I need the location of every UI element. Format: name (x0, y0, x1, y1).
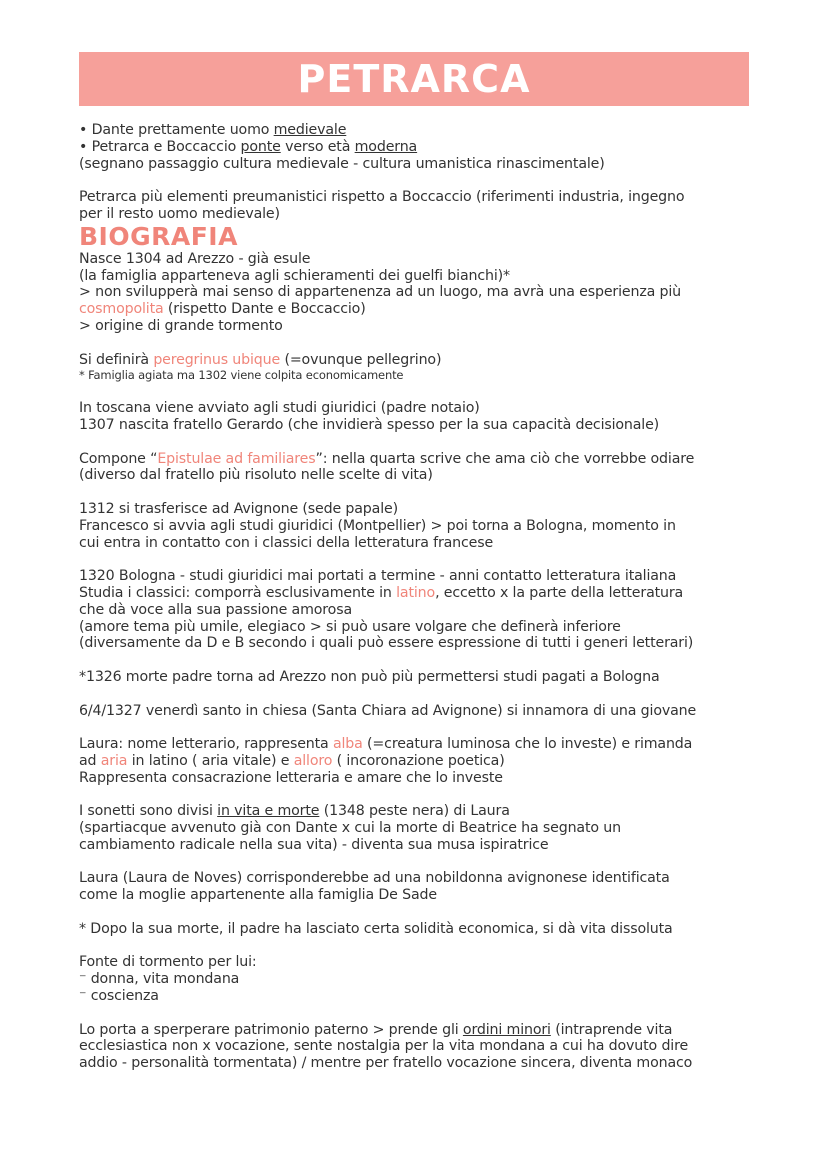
text: (rispetto Dante e Boccaccio) (163, 301, 366, 318)
page-title: PETRARCA (297, 57, 531, 101)
text: (=ovunque pellegrino) (280, 351, 442, 368)
bio-line (79, 736, 759, 753)
list-item: ⁻ coscienza (79, 988, 159, 1005)
bio-line: addio - personalità tormentata) / mentre per fratello vocazione sincera, diventa monaco (79, 1055, 693, 1072)
bio-line: che dà voce alla sua passione amorosa (79, 601, 352, 618)
bio-line: 1320 Bologna - studi giuridici mai portati a termine - anni contatto letteratura italiana (79, 568, 677, 585)
text: , eccetto x la parte della letteratura (435, 584, 684, 601)
intro-bullet-petrarca (79, 139, 759, 156)
bio-line: *1326 morte padre torna ad Arezzo non può più permettersi studi pagati a Bologna (79, 668, 660, 685)
bio-line: Francesco si avvia agli studi giuridici (Montpellier) > poi torna a Bologna, momento in (79, 517, 676, 534)
highlight-text: aria (100, 752, 128, 769)
intro-paragraph-line: per il resto uomo medievale) (79, 205, 280, 222)
bio-line: > origine di grande tormento (79, 317, 283, 334)
bio-line (79, 301, 759, 318)
highlight-text: latino (396, 584, 436, 601)
text: in latino ( aria vitale) e (127, 752, 294, 769)
bio-line: (diverso dal fratello più risoluto nelle scelte di vita) (79, 467, 433, 484)
highlight-text: alba (332, 736, 363, 753)
underlined-text: ponte (240, 138, 281, 155)
bio-line: 1307 nascita fratello Gerardo (che invidierà spesso per la sua capacità decisionale) (79, 416, 660, 433)
highlight-text: peregrinus ubique (153, 351, 281, 368)
text: ad (79, 752, 101, 769)
bio-line: (diversamente da D e B secondo i quali può essere espressione di tutti i generi letterari) (79, 635, 694, 652)
text: • Petrarca e Boccaccio (79, 138, 241, 155)
text: Lo porta a sperperare patrimonio paterno > prende gli (79, 1021, 463, 1038)
underlined-text: moderna (354, 138, 418, 155)
bio-line: Rappresenta consacrazione letteraria e amare che lo investe (79, 769, 503, 786)
bio-line: (spartiacque avvenuto già con Dante x cui la morte di Beatrice ha segnato un (79, 820, 621, 837)
bio-line (79, 451, 759, 468)
document-body (79, 122, 759, 1072)
intro-paragraph-line: Petrarca più elementi preumanistici rispetto a Boccaccio (riferimenti industria, ingegno (79, 189, 685, 206)
underlined-text: ordini minori (462, 1021, 551, 1038)
section-heading-biografia: BIOGRAFIA (79, 221, 238, 251)
bio-line: cui entra in contatto con i classici della letteratura francese (79, 534, 494, 551)
highlight-text: alloro (293, 752, 333, 769)
underlined-text: in vita e morte (217, 803, 320, 820)
bio-line: Fonte di tormento per lui: (79, 954, 257, 971)
highlight-text: cosmopolita (79, 301, 164, 318)
text: I sonetti sono divisi (79, 803, 218, 820)
bio-line: come la moglie appartenente alla famiglia De Sade (79, 887, 437, 904)
bio-line (79, 753, 759, 770)
text: (intraprende vita (550, 1021, 673, 1038)
bio-line: * Dopo la sua morte, il padre ha lasciato certa solidità economica, si dà vita dissoluta (79, 920, 673, 937)
text: Laura: nome letterario, rappresenta (79, 736, 333, 753)
footnote: * Famiglia agiata ma 1302 viene colpita economicamente (79, 368, 404, 383)
bio-line (79, 1022, 759, 1039)
bio-line: 6/4/1327 venerdì santo in chiesa (Santa Chiara ad Avignone) si innamora di una giovane (79, 702, 697, 719)
text: Si definirà (79, 351, 154, 368)
text: • Dante prettamente uomo (79, 122, 274, 138)
text: Compone “ (79, 450, 158, 467)
text: ”: nella quarta scrive che ama ciò che vorrebbe odiare (315, 450, 695, 467)
text: Studia i classici: comporrà esclusivamente in (79, 584, 397, 601)
underlined-text: medievale (273, 122, 347, 138)
text: (1348 peste nera) di Laura (319, 803, 510, 820)
bio-line (79, 585, 759, 602)
bio-line: Laura (Laura de Noves) corrisponderebbe ad una nobildonna avignonese identificata (79, 870, 670, 887)
bio-line: In toscana viene avviato agli studi giuridici (padre notaio) (79, 400, 480, 417)
highlight-text: Epistulae ad familiares (157, 450, 316, 467)
intro-note: (segnano passaggio cultura medievale - cultura umanistica rinascimentale) (79, 155, 605, 172)
bio-line (79, 352, 759, 369)
bio-line: 1312 si trasferisce ad Avignone (sede papale) (79, 500, 398, 517)
bio-line: cambiamento radicale nella sua vita) - diventa sua musa ispiratrice (79, 836, 549, 853)
bio-line: Nasce 1304 ad Arezzo - già esule (79, 250, 311, 267)
text: ( incoronazione poetica) (332, 752, 505, 769)
bio-line: ecclesiastica non x vocazione, sente nostalgia per la vita mondana a cui ha dovuto dire (79, 1038, 689, 1055)
bio-line (79, 803, 759, 820)
intro-bullet-dante (79, 122, 759, 139)
text: verso età (280, 138, 355, 155)
text: (=creatura luminosa che lo investe) e rimanda (362, 736, 693, 753)
title-banner (79, 52, 749, 106)
bio-line: (la famiglia apparteneva agli schieramenti dei guelfi bianchi)* (79, 267, 510, 284)
bio-line: > non svilupperà mai senso di appartenenza ad un luogo, ma avrà una esperienza più (79, 284, 682, 301)
list-item: ⁻ donna, vita mondana (79, 971, 240, 988)
bio-line: (amore tema più umile, elegiaco > si può usare volgare che definerà inferiore (79, 618, 621, 635)
